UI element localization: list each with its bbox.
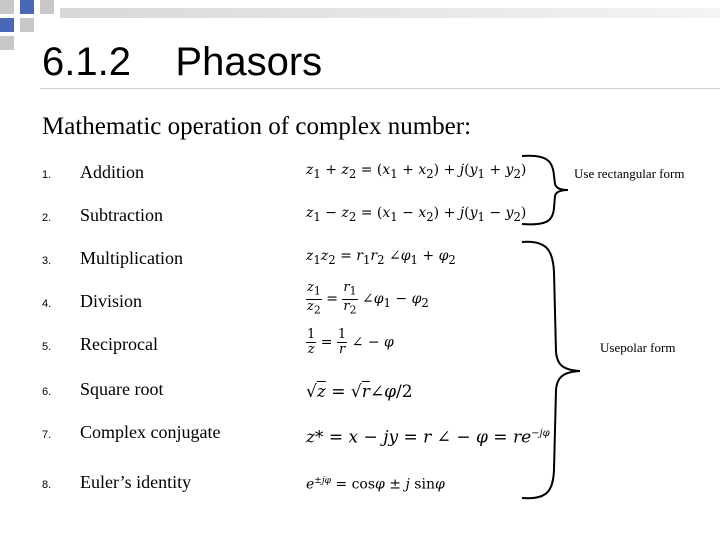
formula-eulers-identity: $e^{\pm j\varphi} = \cos\varphi \pm j$ sinφ <box>306 476 445 493</box>
formula-complex-conjugate: z* = x − jy = r ∠ − $\varphi = re^{-j\varphi}$ <box>306 427 550 448</box>
slide-subtitle: Mathematic operation of complex number: <box>42 113 472 140</box>
formula-subtraction: $z_1 - z_2 = (x_1 - x_2) + j(y_1 - y_2)$ <box>306 205 527 224</box>
item-number: 5. <box>42 341 52 353</box>
item-label: Subtraction <box>80 205 163 225</box>
item-label: Multiplication <box>80 248 183 268</box>
note-polar-form: Usepolar form <box>600 340 676 355</box>
formula-square-root: √z = √r∠φ/2 <box>306 382 413 402</box>
formula-addition: $z_1 + z_2 = (x_1 + x_2) + j(y_1 + y_2)$ <box>306 162 527 181</box>
item-label: Addition <box>80 162 145 182</box>
item-label: Reciprocal <box>80 334 158 354</box>
item-number: 2. <box>42 212 52 224</box>
formula-division: $\frac{z_1}{z_2}$ = $\frac{r_1}{r_2}$ $\angle\varphi_1 - \varphi_2$ <box>307 280 429 317</box>
slide-title: 6.1.2 Phasors <box>42 40 323 84</box>
formula-multiplication: $z_1z_2 = r_1r_2$ $\angle\varphi_1 + \varphi_2$ <box>306 248 456 267</box>
item-number: 7. <box>42 429 52 441</box>
item-label: Euler’s identity <box>80 472 192 492</box>
item-label: Complex conjugate <box>80 422 221 442</box>
item-number: 1. <box>42 169 52 181</box>
item-label: Square root <box>80 379 164 399</box>
item-number: 3. <box>42 255 52 267</box>
brace-polar <box>522 242 580 498</box>
title-divider <box>40 88 720 89</box>
note-rectangular-form: Use rectangular form <box>574 166 685 181</box>
item-number: 8. <box>42 479 52 491</box>
brace-rectangular <box>522 156 568 225</box>
item-number: 4. <box>42 298 52 310</box>
formula-reciprocal: $\frac{1}{z}$ = $\frac{1}{r}$ ∠ − φ <box>307 327 394 357</box>
item-number: 6. <box>42 386 52 398</box>
item-label: Division <box>80 291 143 311</box>
